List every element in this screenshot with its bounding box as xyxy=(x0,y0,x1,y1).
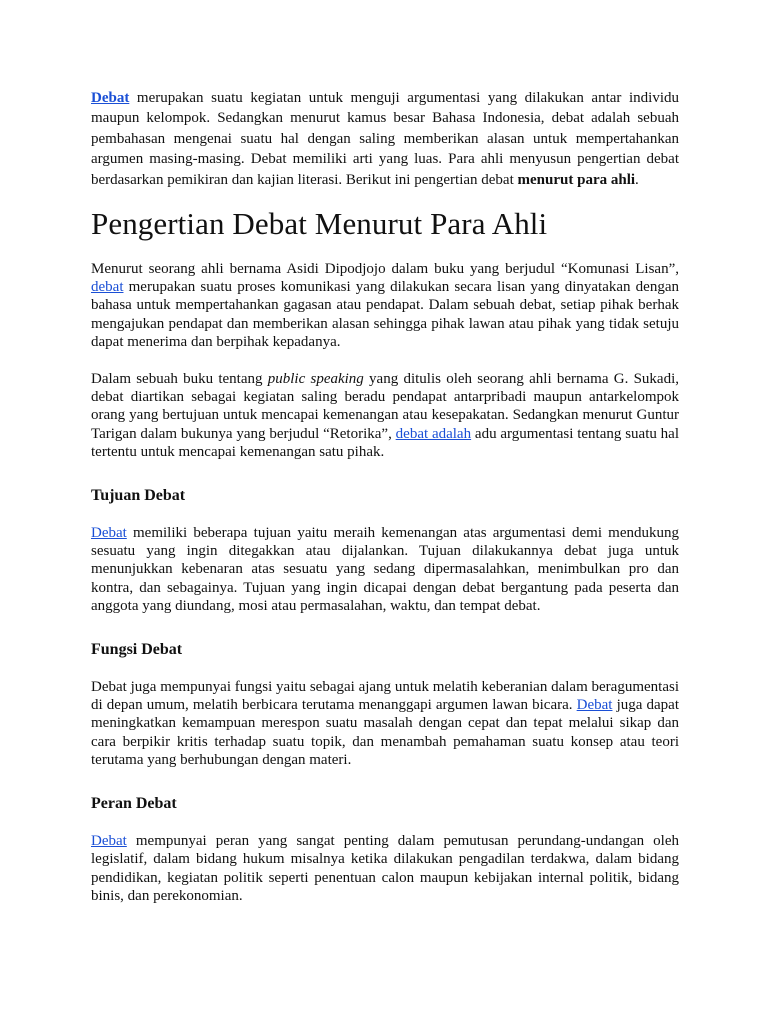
intro-bold-phrase: menurut para ahli xyxy=(517,171,636,188)
intro-text-1: merupakan suatu kegiatan untuk menguji argumentasi yang dilakukan antar individu maupun kelompok. Sedangkan menurut kamus besar Bahasa Indonesia, debat adalah sebuah pembahasan mengenai suatu hal dengan saling memberikan alasan untuk mempertahankan argumen masing-masing. Debat memiliki arti yang luas. Para ahli menyusun pengertian debat berdasarkan pemikiran dan kajian literasi. Berikut ini pengertian debat xyxy=(91,90,679,188)
debat-link[interactable]: Debat xyxy=(91,833,127,850)
debat-link[interactable]: Debat xyxy=(576,697,613,714)
definition-paragraph-1 xyxy=(91,260,679,351)
tujuan-paragraph xyxy=(91,524,679,615)
para2-text-3: adu argumentasi tentang suatu hal tertentu untuk mencapai kemenangan satu pihak. xyxy=(91,425,679,460)
peran-text: mempunyai peran yang sangat penting dalam pemutusan perundang-undangan oleh legislatif, dalam bidang hukum misalnya ketika dilakukan pengadilan terdakwa, dalam bidang pendidikan, kegiatan politik seperti penentuan calon maupun kebijakan internal politik, bidang binis, dan perekonomian. xyxy=(91,833,679,904)
peran-paragraph xyxy=(91,832,679,905)
para2-text-1: Dalam sebuah buku tentang xyxy=(91,371,268,388)
main-heading: Pengertian Debat Menurut Para Ahli xyxy=(91,206,548,242)
fungsi-paragraph xyxy=(91,678,679,769)
para1-text-2: merupakan suatu proses komunikasi yang dilakukan secara lisan yang dinyatakan dengan bahasa untuk mempertahankan gagasan atau pendapat. Dalam sebuah debat, setiap pihak berhak mengajukan pendapat dan memberikan alasan sehingga pihak lawan atau pihak yang tidak setuju dapat menerima dan berpihak kepadanya. xyxy=(91,279,679,350)
fungsi-text-1: Debat juga mempunyai fungsi yaitu sebagai ajang untuk melatih keberanian dalam beragumentasi di depan umum, melatih berbicara terutama menanggapi argumen lawan bicara. xyxy=(91,679,679,714)
fungsi-heading: Fungsi Debat xyxy=(91,641,183,659)
para2-italic-phrase: public speaking xyxy=(267,371,364,388)
fungsi-text-2: juga dapat meningkatkan kemampuan merespon suatu masalah dengan cepat dan tepat melalui sikap dan cara berpikir kritis terhadap suatu topik, dan menambah pemahaman suatu konsep atau teori terutama yang berhubungan dengan materi. xyxy=(91,697,679,768)
debat-adalah-link[interactable]: debat adalah xyxy=(395,425,472,442)
para1-text-1: Menurut seorang ahli bernama Asidi Dipodjojo dalam buku yang berjudul “Komunasi Lisan”, xyxy=(91,261,679,278)
para2-text-2: yang ditulis oleh seorang ahli bernama G. Sukadi, debat diartikan sebagai kegiatan saling beradu pendapat antarpribadi maupun antarkelompok orang yang bertujuan untuk mencapai kemenangan atau kesepakatan. Sedangkan menurut Guntur Tarigan dalam bukunya yang berjudul “Retorika”, xyxy=(91,371,679,442)
intro-text-2: . xyxy=(635,171,639,188)
intro-paragraph xyxy=(91,88,679,190)
tujuan-heading: Tujuan Debat xyxy=(91,487,186,505)
debat-link[interactable]: debat xyxy=(91,279,124,296)
definition-paragraph-2 xyxy=(91,370,679,461)
tujuan-text: memiliki beberapa tujuan yaitu meraih kemenangan atas argumentasi demi mendukung sesuatu yang ingin ditegakkan atau dijalankan. Tujuan dilakukannya debat juga untuk menunjukkan kebenaran atas sesuatu yang sedang dipermasalahkan, menimbulkan pro dan kontra, dan sebagainya. Tujuan yang ingin dicapai dengan debat bergantung pada peserta dan anggota yang diundang, mosi atau permasalahan, waktu, dan tempat debat. xyxy=(91,525,679,614)
peran-heading: Peran Debat xyxy=(91,795,177,813)
debat-link[interactable]: Debat xyxy=(91,90,130,106)
article xyxy=(91,88,679,905)
debat-link[interactable]: Debat xyxy=(91,525,127,542)
